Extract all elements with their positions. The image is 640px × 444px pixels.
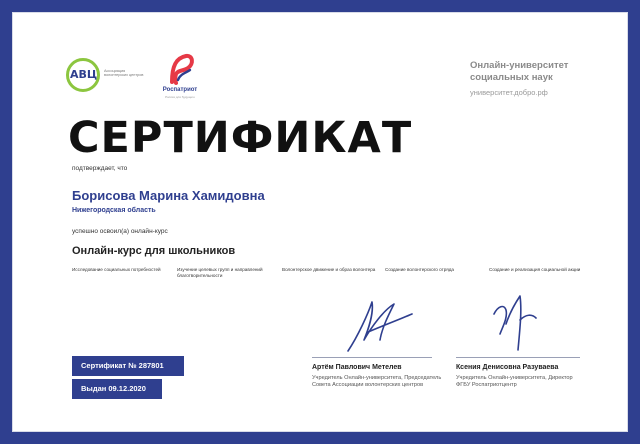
rospatriot-logo <box>154 52 206 102</box>
module-item: Создание волонтерского отряда <box>385 267 454 272</box>
module-item: Волонтерское движение и образ волонтера <box>282 267 376 272</box>
signatory-name: Ксения Денисовна Разуваева <box>456 364 559 371</box>
rospatriot-caption: Россия для будущего <box>165 95 195 99</box>
signature-line <box>456 357 580 358</box>
issue-date-badge: Выдан 09.12.2020 <box>72 379 162 399</box>
signatory-role: Учредитель Онлайн-университета, Председатель Совета Ассоциации волонтерских центров <box>312 375 442 388</box>
module-item: Изучение целевых групп и направлений благотворительности <box>177 267 263 278</box>
course-title: Онлайн-курс для школьников <box>72 245 236 257</box>
module-item: Исследование социальных потребностей <box>72 267 161 272</box>
confirms-text: подтверждает, что <box>72 165 128 172</box>
university-title: Онлайн-университет социальных наук <box>470 60 569 83</box>
avc-logo-abbr: АВЦ <box>70 68 98 81</box>
signatory-name: Артём Павлович Метелев <box>312 364 402 371</box>
certificate-title: СЕРТИФИКАТ <box>68 113 413 163</box>
rospatriot-name: Роспатриот <box>162 87 198 93</box>
avc-logo-caption: Ассоциация волонтерских центров <box>104 69 144 78</box>
mastered-text: успешно освоил(а) онлайн-курс <box>72 228 168 235</box>
module-item: Создание и реализация социальной акции <box>489 267 581 272</box>
university-url[interactable]: университет.добро.рф <box>470 88 548 97</box>
avc-logo <box>66 58 148 92</box>
rospatriot-mark-icon <box>166 52 196 86</box>
signature-razuvaeva <box>480 284 550 356</box>
signatory-role: Учредитель Онлайн-университета, Директор ФГБУ Роспатриотцентр <box>456 375 573 388</box>
recipient-region: Нижегородская область <box>72 207 156 214</box>
recipient-name: Борисова Марина Хамидовна <box>72 188 265 203</box>
signature-line <box>312 357 432 358</box>
certificate-number-badge: Сертификат № 287801 <box>72 356 184 376</box>
signature-metelev <box>338 296 418 358</box>
